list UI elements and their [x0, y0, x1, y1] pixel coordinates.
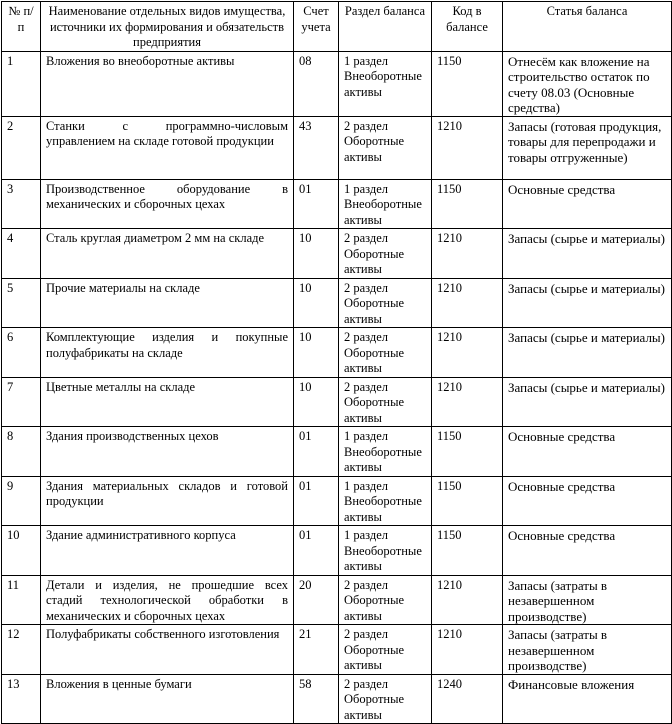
cell-section: 2 раздел Оборотные активы: [339, 625, 432, 675]
cell-num: 13: [2, 674, 41, 724]
cell-num: 11: [2, 575, 41, 625]
cell-name: Детали и изделия, не прошедшие всех стадий технологической обработки в механических и сборочных цехах: [41, 575, 294, 625]
cell-article: Запасы (сырье и материалы): [503, 328, 672, 378]
cell-account: 01: [294, 476, 339, 526]
table-row: [2, 377, 672, 427]
cell-account: 01: [294, 427, 339, 477]
cell-account: 10: [294, 278, 339, 328]
cell-account: 20: [294, 575, 339, 625]
cell-name: Вложения в ценные бумаги: [41, 674, 294, 724]
header-article: Статья баланса: [503, 2, 672, 52]
header-name: Наименование отдельных видов имущества, источники их формирования и обязательств предприятия: [41, 2, 294, 52]
cell-section: 2 раздел Оборотные активы: [339, 116, 432, 179]
cell-section: 1 раздел Внеоборотные активы: [339, 179, 432, 229]
cell-code: 1210: [432, 116, 503, 179]
cell-article: Запасы (сырье и материалы): [503, 377, 672, 427]
cell-section: 2 раздел Оборотные активы: [339, 377, 432, 427]
cell-num: 12: [2, 625, 41, 675]
cell-account: 01: [294, 526, 339, 576]
cell-num: 2: [2, 116, 41, 179]
header-code: Код в балансе: [432, 2, 503, 52]
cell-section: 1 раздел Внеоборотные активы: [339, 427, 432, 477]
cell-code: 1150: [432, 51, 503, 116]
cell-section: 1 раздел Внеоборотные активы: [339, 526, 432, 576]
cell-section: 2 раздел Оборотные активы: [339, 328, 432, 378]
cell-name: Полуфабрикаты собственного изготовления: [41, 625, 294, 675]
cell-account: 10: [294, 229, 339, 279]
cell-name: Вложения во внеоборотные активы: [41, 51, 294, 116]
cell-num: 1: [2, 51, 41, 116]
cell-article: Основные средства: [503, 476, 672, 526]
cell-section: 1 раздел Внеоборотные активы: [339, 51, 432, 116]
cell-code: 1210: [432, 278, 503, 328]
table-row: [2, 427, 672, 477]
cell-account: 01: [294, 179, 339, 229]
table-row: [2, 278, 672, 328]
cell-num: 8: [2, 427, 41, 477]
cell-article: Основные средства: [503, 427, 672, 477]
cell-name: Сталь круглая диаметром 2 мм на складе: [41, 229, 294, 279]
cell-code: 1150: [432, 427, 503, 477]
header-account: Счет учета: [294, 2, 339, 52]
cell-code: 1150: [432, 526, 503, 576]
cell-article: Запасы (затраты в незавершенном производстве): [503, 575, 672, 625]
cell-article: Запасы (готовая продукция, товары для перепродажи и товары отгруженные): [503, 116, 672, 179]
cell-article: Финансовые вложения: [503, 674, 672, 724]
cell-num: 7: [2, 377, 41, 427]
cell-code: 1210: [432, 377, 503, 427]
cell-article: Отнесём как вложение на строительство остаток по счету 08.03 (Основные средства): [503, 51, 672, 116]
cell-account: 58: [294, 674, 339, 724]
cell-name: Здание административного корпуса: [41, 526, 294, 576]
table-row: [2, 674, 672, 724]
cell-section: 2 раздел Оборотные активы: [339, 229, 432, 279]
cell-account: 08: [294, 51, 339, 116]
cell-name: Здания материальных складов и готовой продукции: [41, 476, 294, 526]
table-row: [2, 179, 672, 229]
cell-name: Комплектующие изделия и покупные полуфабрикаты на складе: [41, 328, 294, 378]
cell-account: 21: [294, 625, 339, 675]
cell-article: Запасы (сырье и материалы): [503, 229, 672, 279]
header-row: [2, 2, 672, 52]
cell-article: Запасы (затраты в незавершенном производстве): [503, 625, 672, 675]
table-row: [2, 526, 672, 576]
cell-account: 43: [294, 116, 339, 179]
cell-name: Прочие материалы на складе: [41, 278, 294, 328]
cell-account: 10: [294, 328, 339, 378]
cell-code: 1240: [432, 674, 503, 724]
cell-code: 1150: [432, 179, 503, 229]
cell-article: Основные средства: [503, 526, 672, 576]
table-row: [2, 116, 672, 179]
cell-name: Производственное оборудование в механических и сборочных цехах: [41, 179, 294, 229]
table-row: [2, 51, 672, 116]
header-section: Раздел баланса: [339, 2, 432, 52]
cell-code: 1210: [432, 575, 503, 625]
cell-section: 2 раздел Оборотные активы: [339, 278, 432, 328]
table-body: [2, 51, 672, 724]
cell-code: 1150: [432, 476, 503, 526]
cell-num: 5: [2, 278, 41, 328]
cell-num: 6: [2, 328, 41, 378]
cell-section: 2 раздел Оборотные активы: [339, 575, 432, 625]
cell-account: 10: [294, 377, 339, 427]
cell-num: 4: [2, 229, 41, 279]
cell-code: 1210: [432, 229, 503, 279]
table-row: [2, 328, 672, 378]
cell-code: 1210: [432, 625, 503, 675]
table-row: [2, 575, 672, 625]
cell-num: 10: [2, 526, 41, 576]
balance-classification-table: [1, 1, 672, 724]
table-row: [2, 476, 672, 526]
cell-name: Цветные металлы на складе: [41, 377, 294, 427]
table-row: [2, 229, 672, 279]
table-row: [2, 625, 672, 675]
cell-section: 1 раздел Внеоборотные активы: [339, 476, 432, 526]
cell-section: 2 раздел Оборотные активы: [339, 674, 432, 724]
cell-article: Запасы (сырье и материалы): [503, 278, 672, 328]
cell-num: 3: [2, 179, 41, 229]
cell-name: Станки с программно-числовым управлением на складе готовой продукции: [41, 116, 294, 179]
header-num: № п/п: [2, 2, 41, 52]
cell-name: Здания производственных цехов: [41, 427, 294, 477]
cell-article: Основные средства: [503, 179, 672, 229]
cell-num: 9: [2, 476, 41, 526]
cell-code: 1210: [432, 328, 503, 378]
